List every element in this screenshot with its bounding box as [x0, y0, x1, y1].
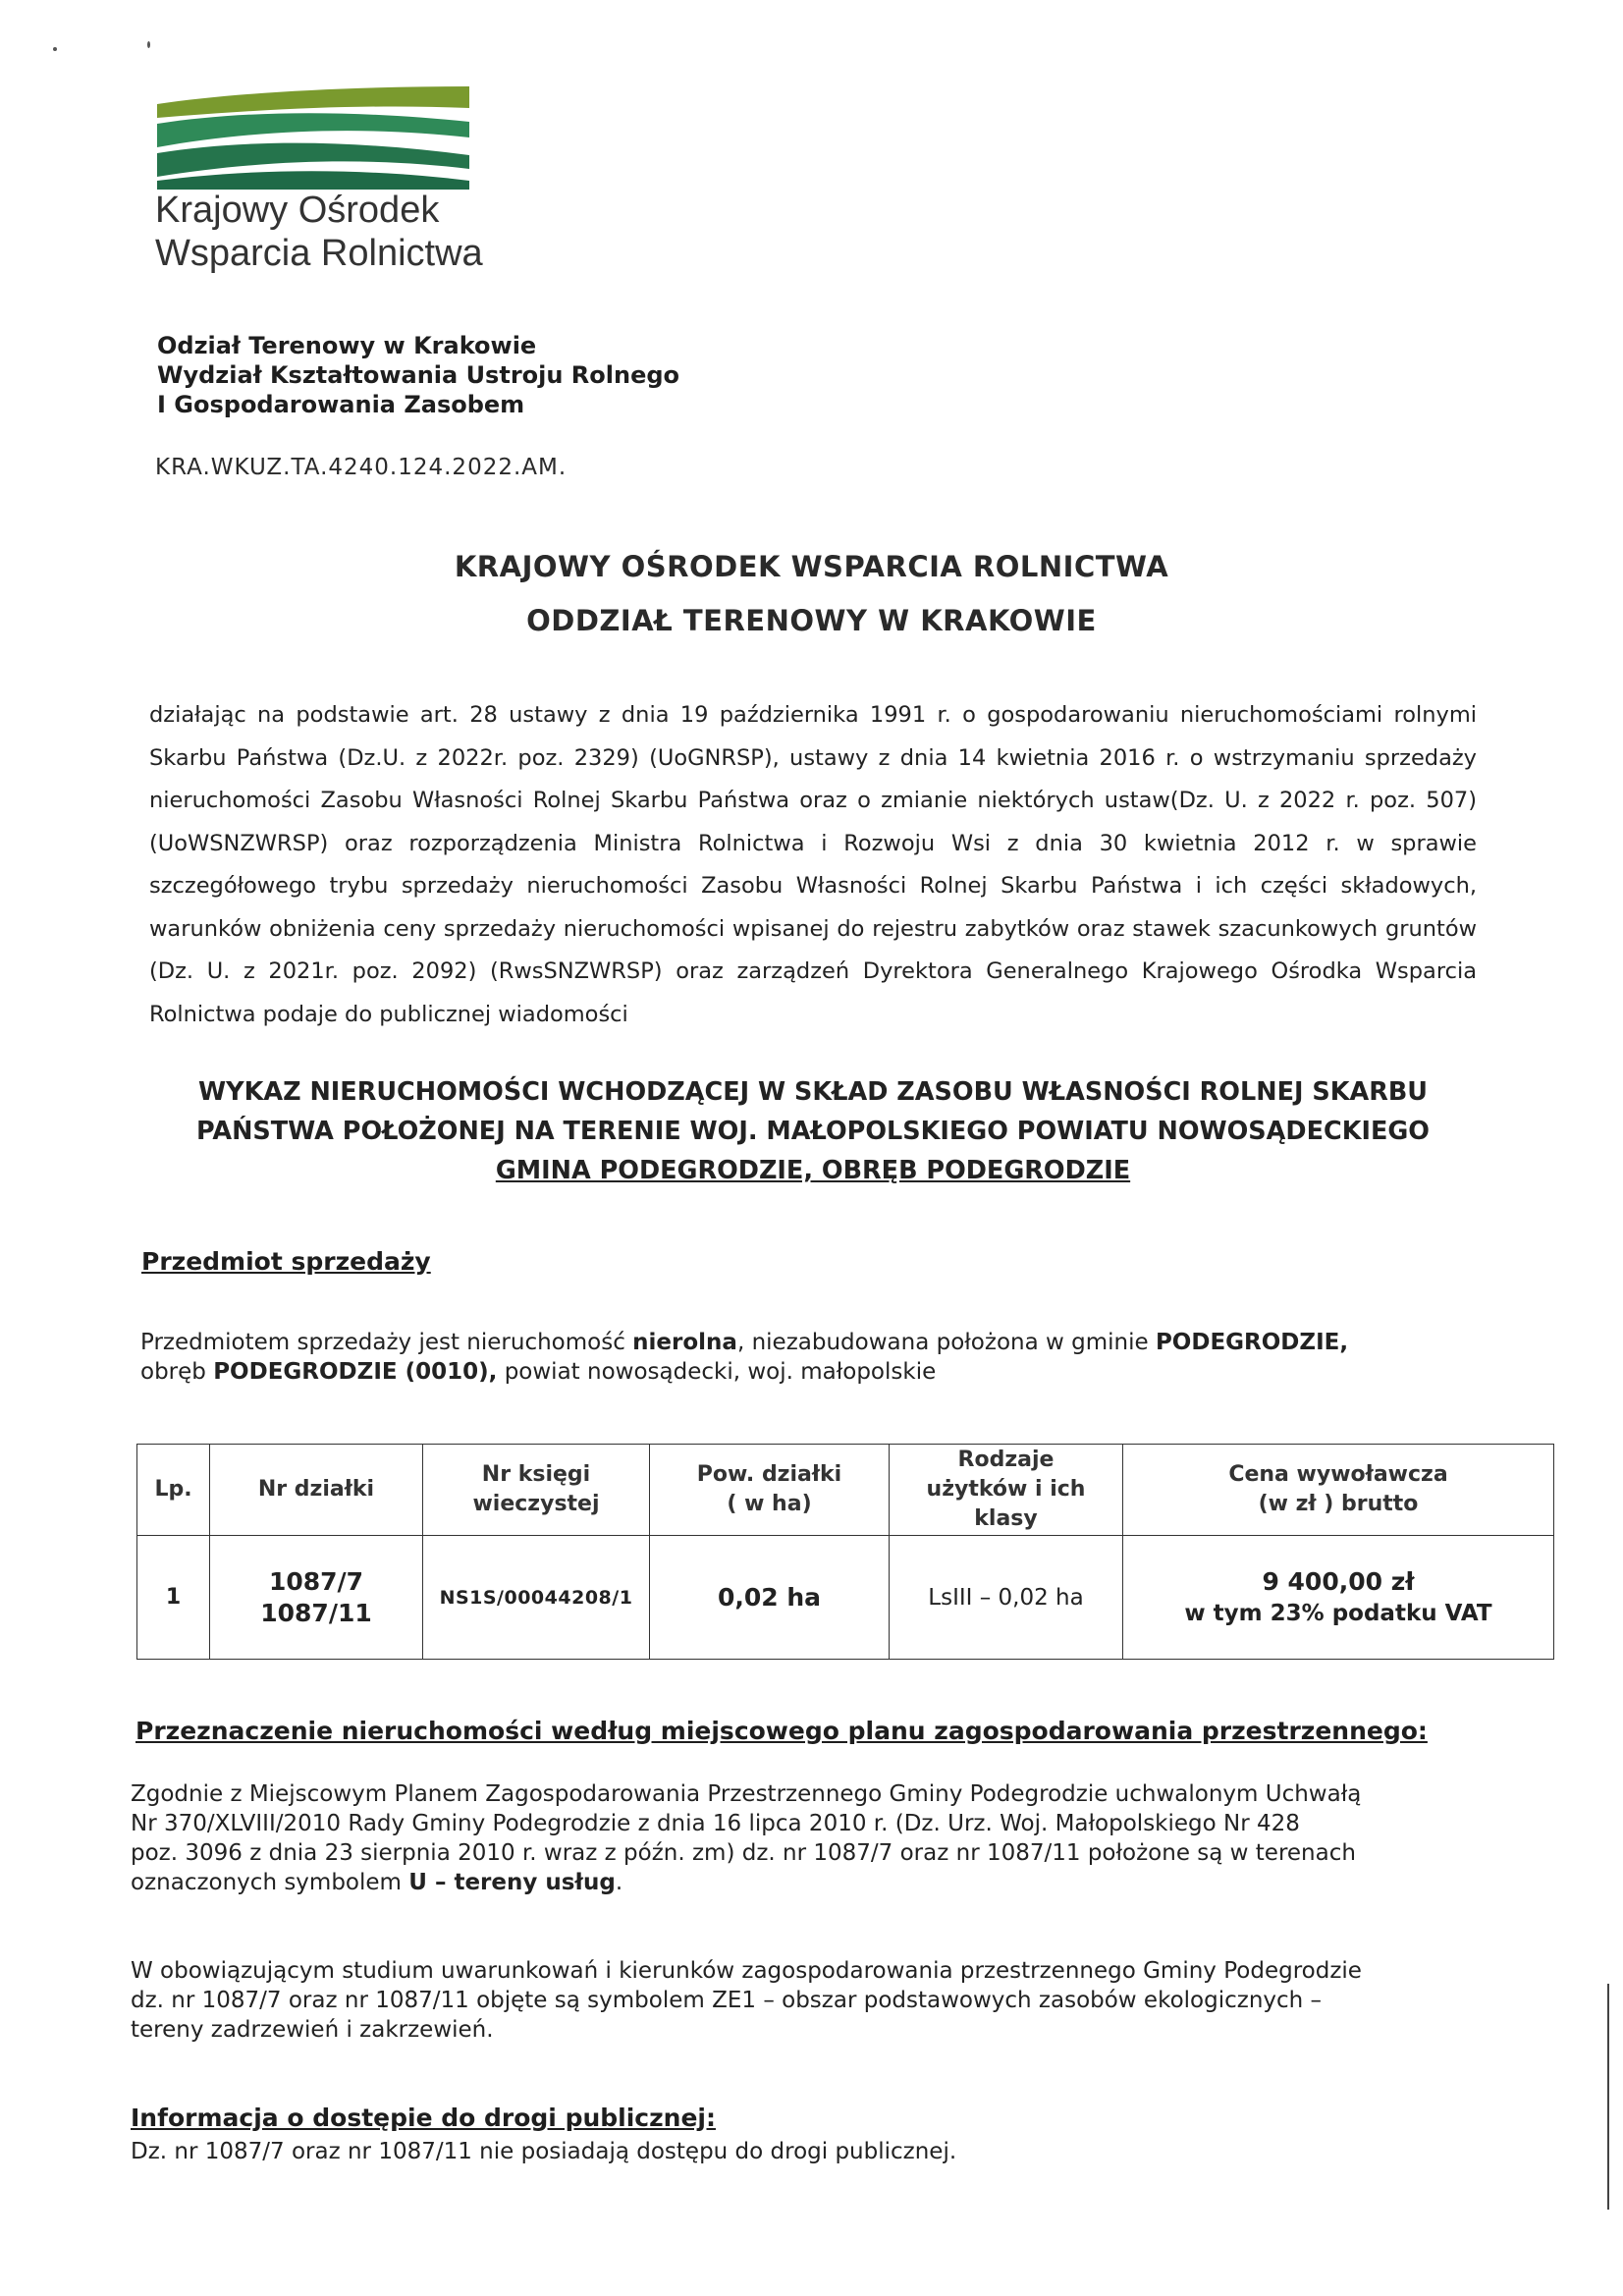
header-ksiega-line-2: wieczystej [472, 1492, 600, 1516]
header-uzytki-line-1: Rodzaje [957, 1448, 1055, 1472]
header-cena [1123, 1445, 1554, 1536]
studium-line-2: dz. nr 1087/7 oraz nr 1087/11 objęte są symbolem ZE1 – obszar podstawowych zasobów ekologicznych – [131, 1988, 1323, 2013]
header-nr-dzialki: Nr działki [210, 1445, 423, 1536]
case-signature: KRA.WKUZ.TA.4240.124.2022.AM. [155, 455, 568, 480]
przedmiot-text-1: Przedmiotem sprzedaży jest nieruchomość [140, 1330, 633, 1355]
przeznaczenie-line-4-end: . [615, 1870, 623, 1895]
property-table [136, 1444, 1554, 1660]
header-cena-line-1: Cena wywoławcza [1228, 1462, 1448, 1487]
wykaz-line-1: WYKAZ NIERUCHOMOŚCI WCHODZĄCEJ W SKŁAD ZASOBU WŁASNOŚCI ROLNEJ SKARBU [198, 1077, 1428, 1107]
scan-speck [53, 47, 57, 51]
scan-edge-line [1607, 1984, 1609, 2210]
header-uzytki-line-2: użytków i ich [926, 1477, 1086, 1502]
przedmiot-text-4: powiat nowosądecki, woj. małopolskie [497, 1359, 937, 1385]
przeznaczenie-line-4: oznaczonych symbolem [131, 1870, 409, 1895]
studium-line-1: W obowiązującym studium uwarunkowań i kierunków zagospodarowania przestrzennego Gminy Podegrodzie [131, 1958, 1362, 1984]
logo-line-1: Krajowy Ośrodek [155, 190, 440, 231]
przedmiot-text-3: obręb [140, 1359, 214, 1385]
cell-dzialka-1: 1087/7 [268, 1566, 364, 1596]
header-ksiega [423, 1445, 650, 1536]
table-header-row [137, 1445, 1554, 1536]
wykaz-line-3: GMINA PODEGRODZIE, OBRĘB PODEGRODZIE [495, 1156, 1131, 1185]
title-line-2: ODDZIAŁ TERENOWY W KRAKOWIE [526, 604, 1097, 637]
przeznaczenie-heading: Przeznaczenie nieruchomości według miejscowego planu zagospodarowania przestrzennego: [135, 1717, 1428, 1745]
header-pow-line-2: ( w ha) [727, 1492, 812, 1516]
dostep-heading: Informacja o dostępie do drogi publicznej: [131, 2104, 716, 2132]
header-cena-line-2: (w zł ) brutto [1258, 1492, 1419, 1516]
przedmiot-bold-3: PODEGRODZIE (0010), [213, 1359, 498, 1385]
table-row [137, 1536, 1554, 1660]
cell-uzytki: LsIII – 0,02 ha [890, 1536, 1123, 1660]
studium-line-3: tereny zadrzewień i zakrzewień. [131, 2017, 494, 2043]
przedmiot-bold-1: nierolna [632, 1330, 737, 1355]
przedmiot-heading: Przedmiot sprzedaży [141, 1247, 431, 1276]
logo-line-2: Wsparcia Rolnictwa [155, 233, 483, 274]
cell-cena [1123, 1536, 1554, 1660]
przedmiot-text [140, 1328, 1486, 1387]
dostep-text: Dz. nr 1087/7 oraz nr 1087/11 nie posiadają dostępu do drogi publicznej. [131, 2139, 957, 2164]
cell-powierzchnia: 0,02 ha [650, 1536, 890, 1660]
header-ksiega-line-1: Nr księgi [481, 1462, 591, 1487]
cell-cena-line-1: 9 400,00 zł [1262, 1566, 1415, 1596]
header-uzytki [890, 1445, 1123, 1536]
przedmiot-bold-2: PODEGRODZIE, [1155, 1330, 1349, 1355]
header-pow-line-1: Pow. działki [696, 1462, 842, 1487]
department-line-1: Odział Terenowy w Krakowie [157, 332, 537, 359]
title-line-1: KRAJOWY OŚRODEK WSPARCIA ROLNICTWA [454, 550, 1169, 583]
header-uzytki-line-3: klasy [974, 1506, 1038, 1531]
cell-ksiega: NS1S/00044208/1 [423, 1536, 650, 1660]
cell-cena-line-2: w tym 23% podatku VAT [1184, 1600, 1492, 1626]
department-line-3: I Gospodarowania Zasobem [157, 391, 525, 418]
przeznaczenie-line-2: Nr 370/XLVIII/2010 Rady Gminy Podegrodzie z dnia 16 lipca 2010 r. (Dz. Urz. Woj. Małopolskiego Nr 428 [131, 1811, 1300, 1836]
wykaz-heading [147, 1072, 1479, 1190]
przeznaczenie-line-3: poz. 3096 z dnia 23 sierpnia 2010 r. wraz z późn. zm) dz. nr 1087/7 oraz nr 1087/11 położone są w terenach [131, 1840, 1356, 1866]
przeznaczenie-line-1: Zgodnie z Miejscowym Planem Zagospodarowania Przestrzennego Gminy Podegrodzie uchwalonym Uchwałą [131, 1781, 1362, 1807]
department-header [157, 331, 679, 419]
przeznaczenie-text [131, 1779, 1505, 1897]
wykaz-line-2: PAŃSTWA POŁOŻONEJ NA TERENIE WOJ. MAŁOPOLSKIEGO POWIATU NOWOSĄDECKIEGO [196, 1117, 1430, 1146]
cell-lp: 1 [137, 1536, 210, 1660]
legal-basis-paragraph: działając na podstawie art. 28 ustawy z dnia 19 października 1991 r. o gospodarowaniu nieruchomościami rolnymi Skarbu Państwa (Dz.U. z 2022r. poz. 2329) (UoGNRSP), ustawy z dnia 14 kwietnia 2016 r. o wstrzymaniu sprzedaży nieruchomości Zasobu Własności Rolnej Skarbu Państwa oraz o zmianie niektórych ustaw(Dz. U. z 2022 r. poz. 507) (UoWSNZWRSP) oraz rozporządzenia Ministra Rolnictwa i Rozwoju Wsi z dnia 30 kwietnia 2012 r. w sprawie szczegółowego trybu sprzedaży nieruchomości Zasobu Własności Rolnej Skarbu Państwa i ich części składowych, warunków obniżenia ceny sprzedaży nieruchomości wpisanej do rejestru zabytków oraz stawek szacunkowych gruntów (Dz. U. z 2021r. poz. 2092) (RwsSNZWRSP) oraz zarządzeń Dyrektora Generalnego Krajowego Ośrodka Wsparcia Rolnictwa podaje do publicznej wiadomości [149, 702, 1477, 1027]
kowr-logo-icon [157, 86, 469, 190]
scan-speck [147, 41, 150, 48]
header-powierzchnia [650, 1445, 890, 1536]
header-lp: Lp. [137, 1445, 210, 1536]
logo-wordmark [155, 189, 483, 275]
department-line-2: Wydział Kształtowania Ustroju Rolnego [157, 361, 680, 389]
studium-text [131, 1956, 1505, 2045]
przedmiot-text-2: , niezabudowana położona w gminie [736, 1330, 1156, 1355]
cell-dzialki [210, 1536, 423, 1660]
cell-dzialka-2: 1087/11 [260, 1598, 372, 1627]
przeznaczenie-symbol: U – tereny usług [408, 1870, 616, 1895]
